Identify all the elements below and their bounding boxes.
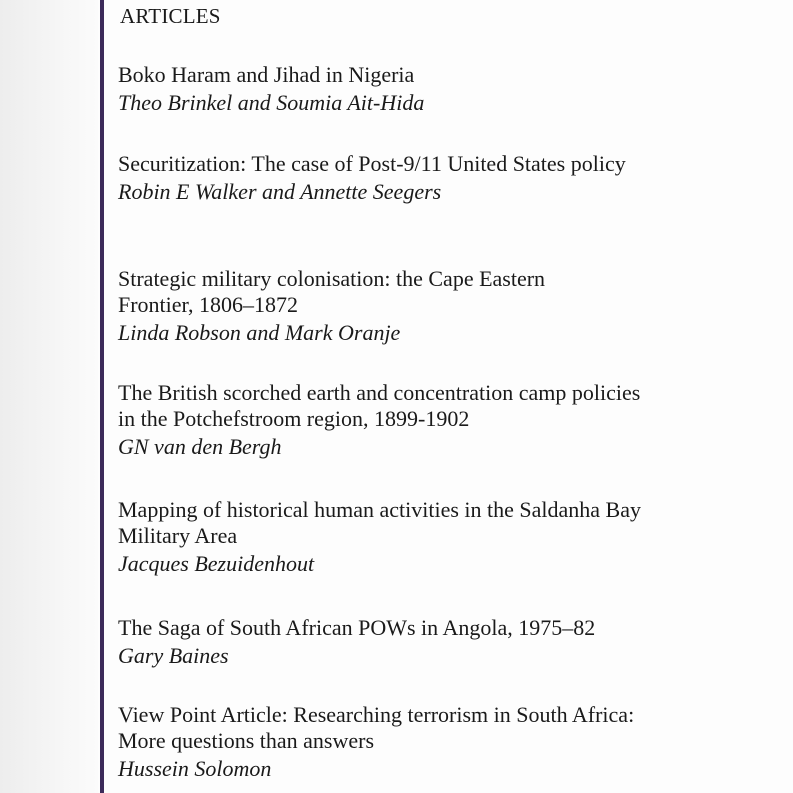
article-author: Robin E Walker and Annette Seegers <box>118 179 442 204</box>
article-title: The Saga of South African POWs in Angola, 1975–82 <box>118 615 596 640</box>
article-entry <box>118 62 718 116</box>
article-title: Strategic military colonisation: the Cape Eastern Frontier, 1806–1872 <box>118 266 546 317</box>
article-title: Mapping of historical human activities in the Saldanha Bay Military Area <box>118 497 641 548</box>
article-entry <box>118 615 718 669</box>
section-heading: ARTICLES <box>120 4 221 28</box>
article-entry <box>118 266 618 346</box>
article-title: Boko Haram and Jihad in Nigeria <box>118 62 415 87</box>
article-entry <box>118 380 648 460</box>
purple-margin-rule <box>100 0 104 793</box>
article-title: View Point Article: Researching terrorism in South Africa: More questions than answers <box>118 702 635 753</box>
article-title: The British scorched earth and concentration camp policies in the Potchefstroom region, 1899-1902 <box>118 380 641 431</box>
article-author: GN van den Bergh <box>118 434 282 459</box>
article-entry <box>118 497 683 577</box>
page-edge-shadow <box>0 0 98 793</box>
article-entry <box>118 702 648 782</box>
article-author: Linda Robson and Mark Oranje <box>118 320 401 345</box>
article-author: Gary Baines <box>118 643 229 668</box>
article-entry <box>118 151 648 205</box>
article-title: Securitization: The case of Post-9/11 United States policy <box>118 151 626 176</box>
article-author: Hussein Solomon <box>118 756 272 781</box>
article-author: Theo Brinkel and Soumia Ait-Hida <box>118 90 425 115</box>
article-author: Jacques Bezuidenhout <box>118 551 315 576</box>
